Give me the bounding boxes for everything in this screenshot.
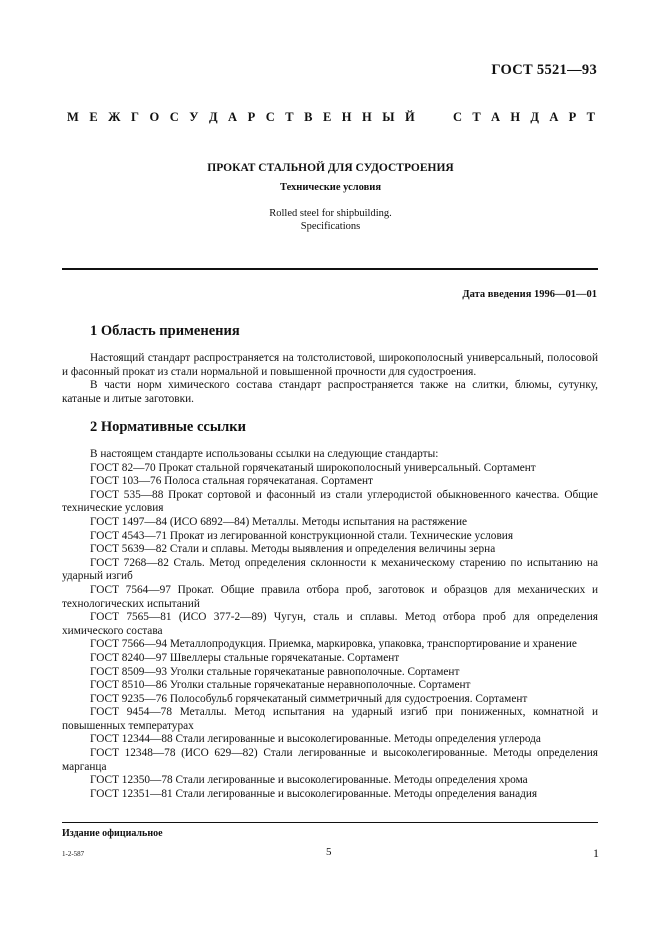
banner-letter: В xyxy=(304,110,313,124)
footer-divider xyxy=(62,822,598,823)
banner-letter: А xyxy=(228,110,238,124)
gost-number: ГОСТ 5521—93 xyxy=(491,62,597,78)
banner-letter: Р xyxy=(568,110,577,124)
banner-letter: Р xyxy=(247,110,256,124)
reference-item: ГОСТ 535—88 Прокат сортовой и фасонный из стали углеродистой обыкновенного качества. Общие технические условия xyxy=(62,488,598,515)
reference-item: ГОСТ 8510—86 Уголки стальные горячекатаные неравнополочные. Сортамент xyxy=(90,679,471,692)
reference-item: ГОСТ 7565—81 (ИСО 377-2—89) Чугун, сталь и сплавы. Метод отбора проб для определения химического состава xyxy=(62,611,598,637)
reference-item: ГОСТ 12350—78 Стали легированные и высоколегированные. Методы определения хрома xyxy=(90,774,528,787)
reference-item: ГОСТ 8240—97 Швеллеры стальные горячекатаные. Сортамент xyxy=(90,651,400,664)
interstate-word xyxy=(67,110,415,125)
standard-word xyxy=(453,110,595,125)
banner-letter: Ы xyxy=(382,110,395,124)
reference-item: ГОСТ 12344—88 Стали легированные и высоколегированные. Методы определения углерода xyxy=(90,733,541,746)
banner-letter: М xyxy=(67,110,79,124)
official-edition-label: Издание официальное xyxy=(62,828,163,839)
english-title-line1: Rolled steel for shipbuilding. xyxy=(269,208,392,219)
reference-item: ГОСТ 12348—78 (ИСО 629—82) Стали легированные и высоколегированные. Методы определения марганца xyxy=(62,747,598,773)
banner-letter: Д xyxy=(530,110,539,124)
introduction-date: Дата введения 1996—01—01 xyxy=(462,289,597,300)
document-subtitle: Технические условия xyxy=(279,182,382,193)
reference-item: ГОСТ 1497—84 (ИСО 6892—84) Металлы. Методы испытания на растяжение xyxy=(90,515,468,528)
banner-letter: У xyxy=(189,110,199,124)
banner-letter: Т xyxy=(586,110,595,124)
banner-letter: Н xyxy=(362,110,372,124)
reference-item: ГОСТ 8509—93 Уголки стальные горячекатаные равнополочные. Сортамент xyxy=(90,665,460,678)
banner-letter: С xyxy=(453,110,463,124)
reference-item: ГОСТ 7564—97 Прокат. Общие правила отбора проб, заготовок и образцов для механических и технологических испытаний xyxy=(62,583,598,610)
english-title xyxy=(0,207,661,233)
banner-letter: А xyxy=(491,110,501,124)
reference-item: ГОСТ 7268—82 Сталь. Метод определения склонности к механическому старению по испытанию на ударный изгиб xyxy=(62,556,598,583)
reference-item: ГОСТ 7566—94 Металлопродукция. Приемка, маркировка, упаковка, транспортирование и хранение xyxy=(90,638,577,651)
reference-item: ГОСТ 82—70 Прокат стальной горячекатаный широкополосный универсальный. Сортамент xyxy=(90,461,536,474)
banner-letter: О xyxy=(149,110,160,124)
paragraph: В настоящем стандарте использованы ссылки на следующие стандарты: xyxy=(90,448,439,460)
banner-letter: А xyxy=(549,110,559,124)
banner-letter: Й xyxy=(405,110,415,124)
section2-heading: 2 Нормативные ссылки xyxy=(90,419,246,435)
reference-item: ГОСТ 5639—82 Стали и сплавы. Методы выявления и определения величины зерна xyxy=(90,543,496,556)
section1-body xyxy=(62,352,598,406)
banner-letter: Е xyxy=(322,110,332,124)
reference-item: ГОСТ 103—76 Полоса стальная горячекатаная. Сортамент xyxy=(90,475,373,488)
reference-item: ГОСТ 12351—81 Стали легированные и высоколегированные. Методы определения ванадия xyxy=(90,787,538,800)
banner-letter: Ж xyxy=(108,110,121,124)
page-number-center: 5 xyxy=(326,846,332,858)
section1-heading: 1 Область применения xyxy=(90,323,240,339)
paragraph: Настоящий стандарт распространяется на толстолистовой, широкополосный универсальный, полосовой и фасонный прокат из стали нормальной и повышенной прочности для судостроения. xyxy=(62,352,598,378)
reference-item: ГОСТ 9454—78 Металлы. Метод испытания на ударный изгиб при пониженных, комнатной и повышенных температурах xyxy=(62,706,598,732)
banner-letter: Н xyxy=(510,110,521,124)
english-title-line2: Specifications xyxy=(300,221,361,232)
banner-letter: Т xyxy=(472,110,481,124)
title-divider xyxy=(62,268,598,270)
banner-letter: Д xyxy=(208,110,218,124)
section2-body xyxy=(62,448,598,801)
banner-letter: С xyxy=(169,110,179,124)
banner-letter: Т xyxy=(285,110,294,124)
reference-item: ГОСТ 4543—71 Прокат из легированной конструкционной стали. Технические условия xyxy=(90,529,514,542)
reference-item: ГОСТ 9235—76 Полособульб горячекатаный симметричный для судостроения. Сортамент xyxy=(90,692,528,705)
banner-letter: С xyxy=(265,110,275,124)
paragraph: В части норм химического состава стандарт распространяется также на слитки, блюмы, сутунку, катаные и литые заготовки. xyxy=(62,379,598,405)
banner-letter: Е xyxy=(89,110,98,124)
interstate-standard-banner xyxy=(67,110,595,125)
print-code: 1-2-587 xyxy=(62,850,85,858)
banner-letter: Г xyxy=(131,110,139,124)
document-title: ПРОКАТ СТАЛЬНОЙ ДЛЯ СУДОСТРОЕНИЯ xyxy=(207,162,454,174)
banner-letter: Н xyxy=(341,110,352,124)
page-number-right: 1 xyxy=(593,846,599,860)
